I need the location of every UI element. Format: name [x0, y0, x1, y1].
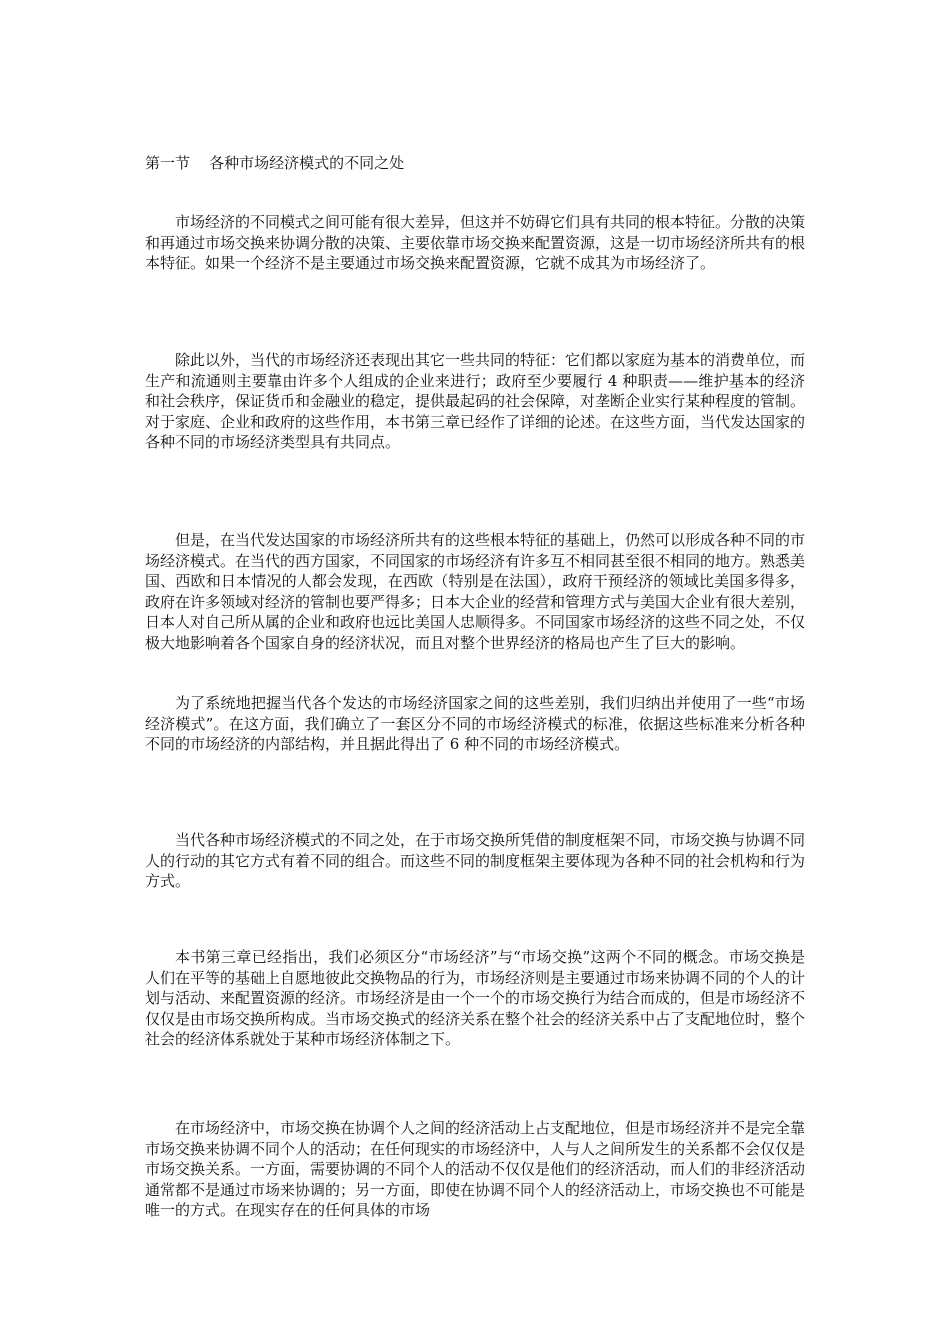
paragraph-3: 但是，在当代发达国家的市场经济所共有的这些根本特征的基础上，仍然可以形成各种不同的市场经济模式。在当代的西方国家，不同国家的市场经济有许多互不相同甚至很不相同的地方。熟悉美国、西欧和日本情况的人都会发现，在西欧（特别是在法国），政府干预经济的领域比美国多得多，政府在许多领域对经济的管制也要严得多；日本大企业的经营和管理方式与美国大企业有很大差别，日本人对自己所从属的企业和政府也远比美国人忠顺得多。不同国家市场经济的这些不同之处，不仅极大地影响着各个国家自身的经济状况，而且对整个世界经济的格局也产生了巨大的影响。: [145, 531, 806, 652]
section-heading: 第一节 各种市场经济模式的不同之处: [145, 154, 405, 172]
paragraph-2: 除此以外，当代的市场经济还表现出其它一些共同的特征：它们都以家庭为基本的消费单位，而生产和流通则主要靠由许多个人组成的企业来进行；政府至少要履行 4 种职责——维护基本的经济和社会秩序，保证货币和金融业的稳定，提供最起码的社会保障，对垄断企业实行某种程度的管制。对于家庭、企业和政府的这些作用，本书第三章已经作了详细的论述。在这些方面，当代发达国家的各种不同的市场经济类型具有共同点。: [145, 351, 806, 451]
paragraph-4: 为了系统地把握当代各个发达的市场经济国家之间的这些差别，我们归纳出并使用了一些“市场经济模式”。在这方面，我们确立了一套区分不同的市场经济模式的标准，依据这些标准来分析各种不同的市场经济的内部结构，并且据此得出了 6 种不同的市场经济模式。: [145, 694, 805, 753]
paragraph-6: 本书第三章已经指出，我们必须区分“市场经济”与“市场交换”这两个不同的概念。市场交换是人们在平等的基础上自愿地彼此交换物品的行为，市场经济则是主要通过市场来协调不同的个人的计划与活动、来配置资源的经济。市场经济是由一个一个的市场交换行为结合而成的，但是市场经济不仅仅是由市场交换所构成。当市场交换式的经济关系在整个社会的经济关系中占了支配地位时，整个社会的经济体系就处于某种市场经济体制之下。: [145, 948, 806, 1048]
paragraph-1: 市场经济的不同模式之间可能有很大差异，但这并不妨碍它们具有共同的根本特征。分散的决策和再通过市场交换来协调分散的决策、主要依靠市场交换来配置资源，这是一切市场经济所共有的根本特征。如果一个经济不是主要通过市场交换来配置资源，它就不成其为市场经济了。: [145, 213, 806, 272]
paragraph-5: 当代各种市场经济模式的不同之处，在于市场交换所凭借的制度框架不同，市场交换与协调不同人的行动的其它方式有着不同的组合。而这些不同的制度框架主要体现为各种不同的社会机构和行为方式。: [145, 831, 806, 890]
paragraph-7: 在市场经济中，市场交换在协调个人之间的经济活动上占支配地位，但是市场经济并不是完全靠市场交换来协调不同个人的活动；在任何现实的市场经济中，人与人之间所发生的关系都不会仅仅是市场交换关系。一方面，需要协调的不同个人的活动不仅仅是他们的经济活动，而人们的非经济活动通常都不是通过市场来协调的；另一方面，即使在协调不同个人的经济活动上，市场交换也不可能是唯一的方式。在现实存在的任何具体的市场: [145, 1119, 806, 1219]
